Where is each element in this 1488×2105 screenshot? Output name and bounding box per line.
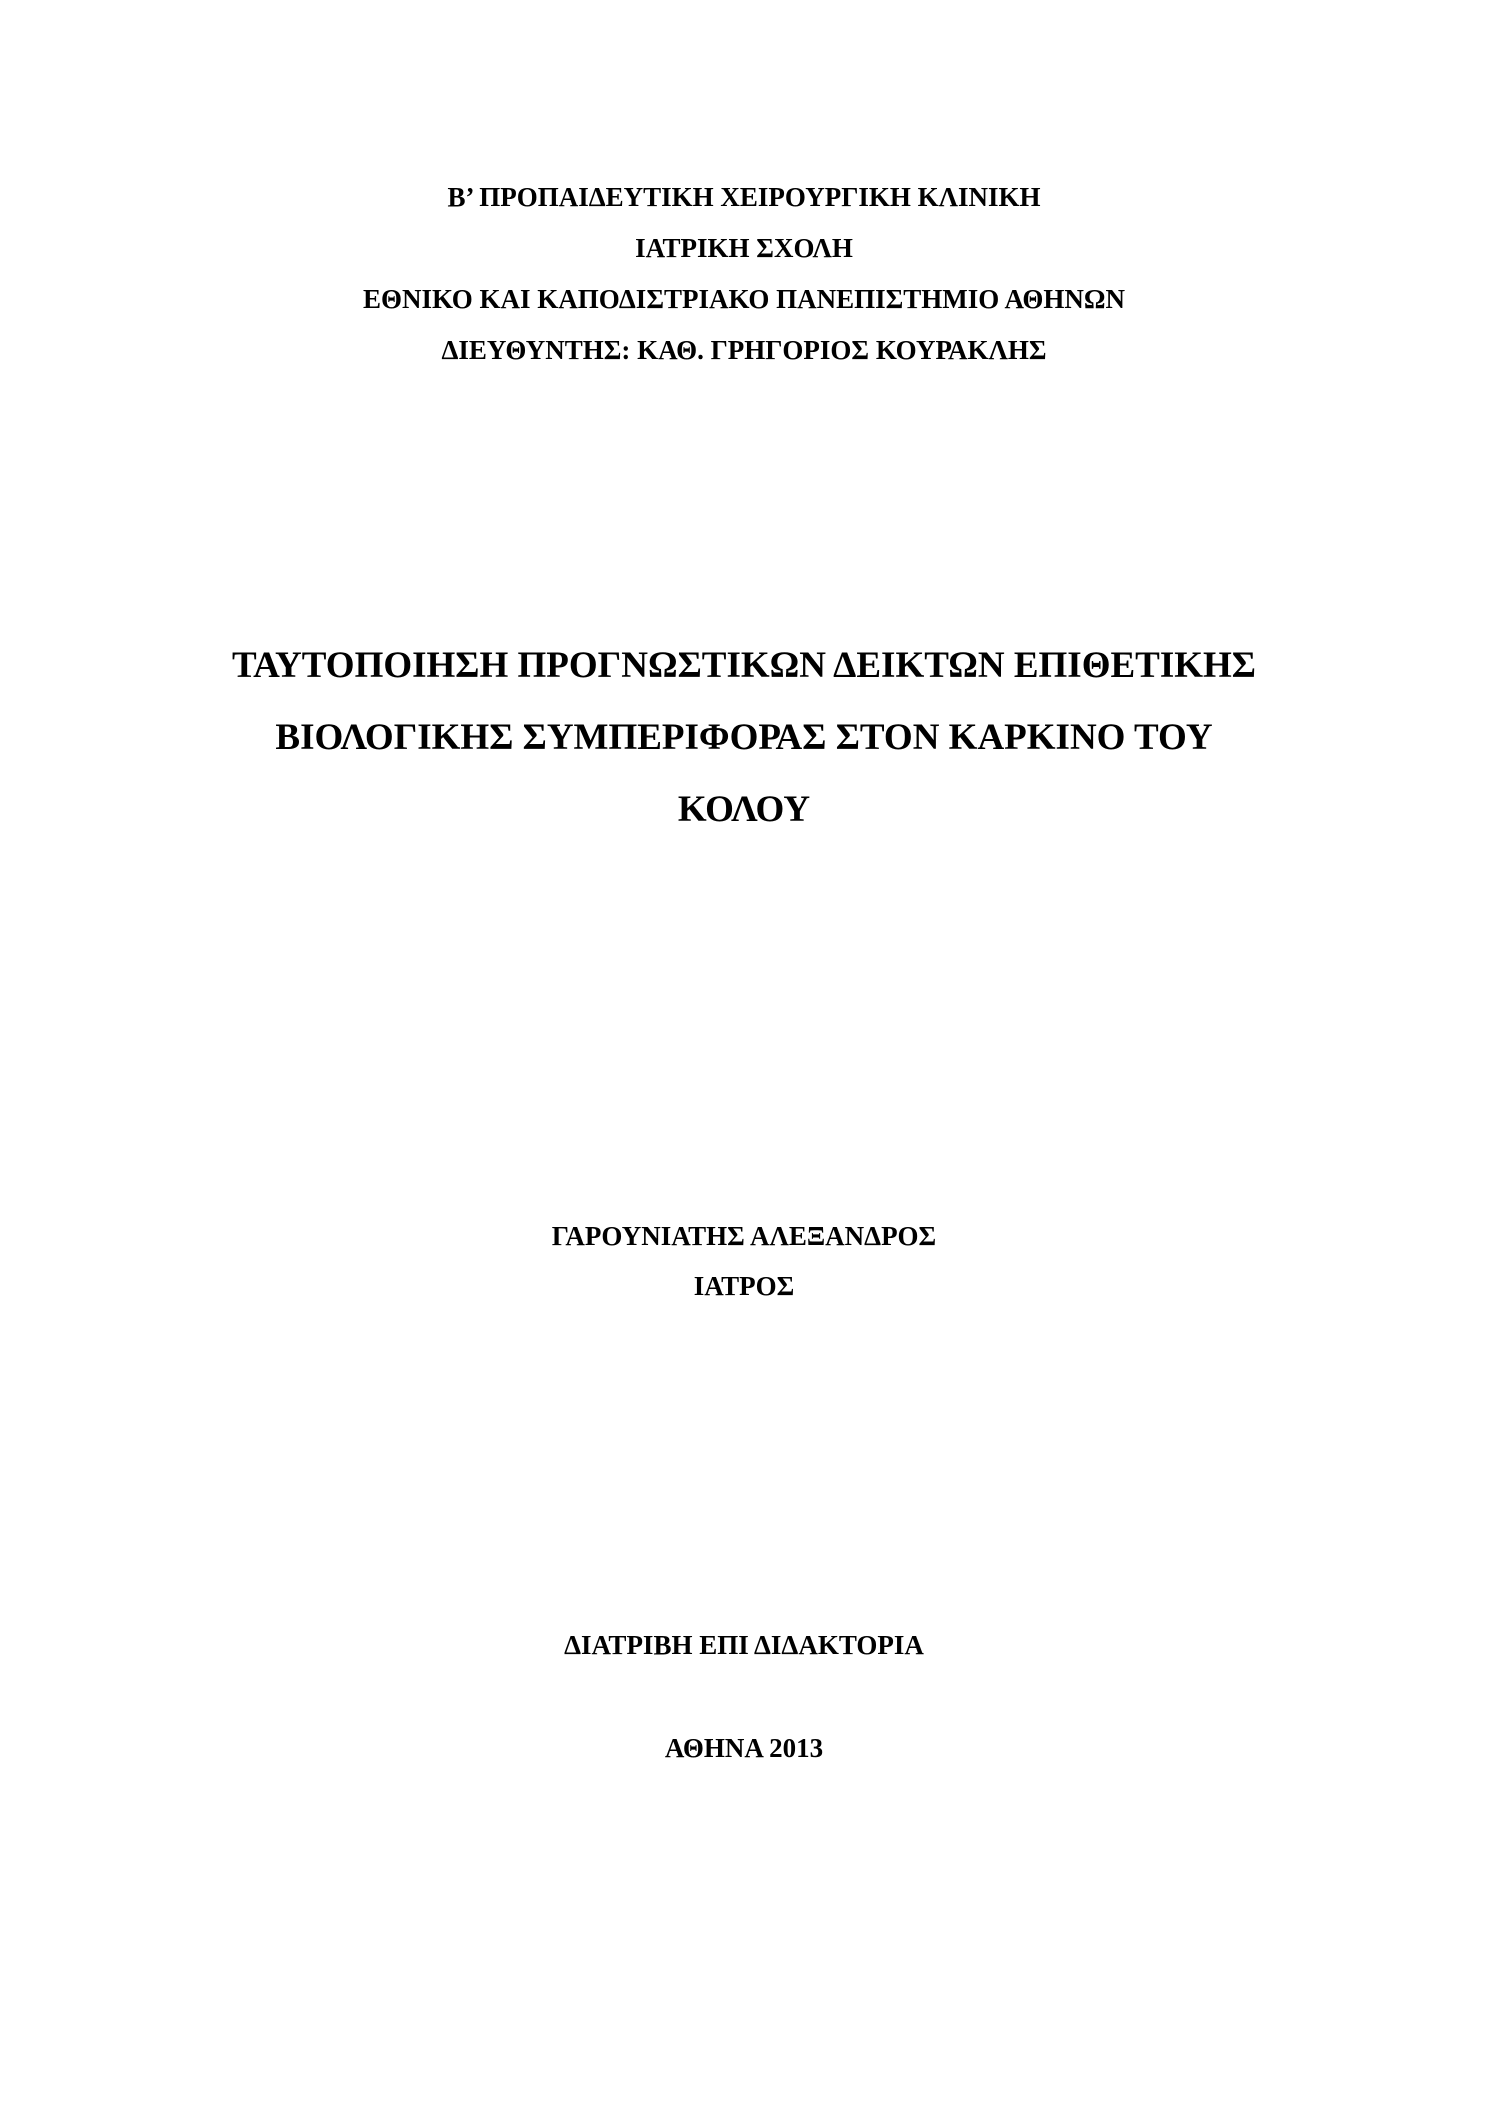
author-profession: ΙΑΤΡΟΣ — [693, 1271, 795, 1301]
clinic-name: Β’ ΠΡΟΠΑΙΔΕΥΤΙΚΗ ΧΕΙΡΟΥΡΓΙΚΗ ΚΛΙΝΙΚΗ — [447, 182, 1041, 212]
university-name: ΕΘΝΙΚΟ ΚΑΙ ΚΑΠΟΔΙΣΤΡΙΑΚΟ ΠΑΝΕΠΙΣΤΗΜΙΟ ΑΘΗΝΩΝ — [362, 284, 1126, 314]
document-type: ΔΙΑΤΡΙΒΗ ΕΠΙ ΔΙΔΑΚΤΟΡΙΑ — [564, 1630, 924, 1660]
thesis-title-line-2: ΒΙΟΛΟΓΙΚΗΣ ΣΥΜΠΕΡΙΦΟΡΑΣ ΣΤΟΝ ΚΑΡΚΙΝΟ ΤΟΥ — [275, 717, 1213, 758]
director-line: ΔΙΕΥΘΥΝΤΗΣ: ΚΑΘ. ΓΡΗΓΟΡΙΟΣ ΚΟΥΡΑΚΛΗΣ — [441, 335, 1047, 365]
school-name: ΙΑΤΡΙΚΗ ΣΧΟΛΗ — [635, 233, 853, 263]
thesis-title-line-1: ΤΑΥΤΟΠΟΙΗΣΗ ΠΡΟΓΝΩΣΤΙΚΩΝ ΔΕΙΚΤΩΝ ΕΠΙΘΕΤΙΚΗΣ — [231, 645, 1256, 686]
thesis-title-line-3: ΚΟΛΟΥ — [677, 789, 811, 830]
author-name: ΓΑΡΟΥΝΙΑΤΗΣ ΑΛΕΞΑΝΔΡΟΣ — [551, 1221, 937, 1251]
place-year: ΑΘΗΝΑ 2013 — [664, 1733, 824, 1763]
